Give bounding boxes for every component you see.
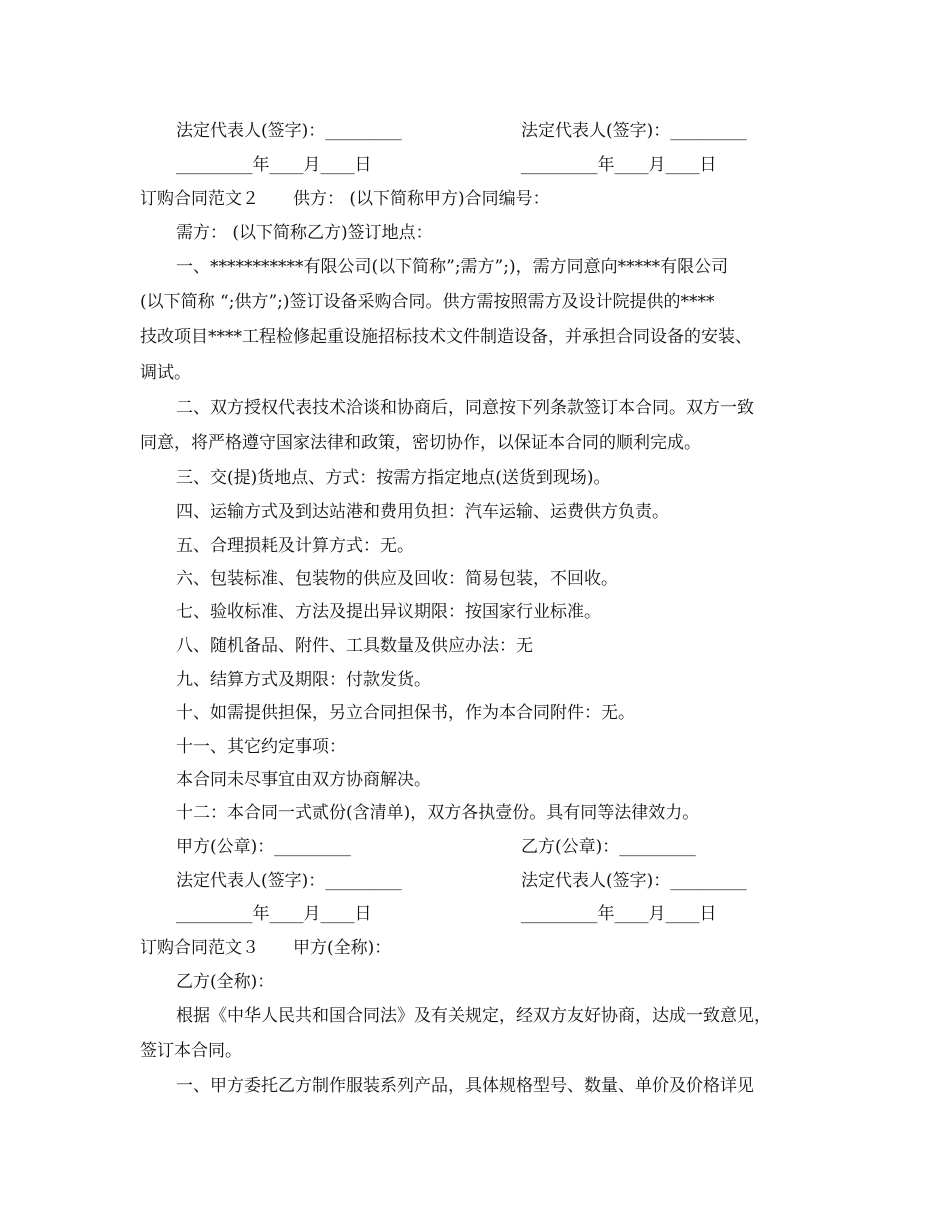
contract2-clause: 七、验收标准、方法及提出异议期限：按国家行业标准。: [176, 602, 601, 622]
contract3-heading: [140, 937, 391, 959]
contract2-clause: 八、随机备品、附件、工具数量及供应办法：无: [176, 636, 533, 656]
right-date-line: _________年____月____日: [521, 155, 717, 175]
left-date-line: _________年____月____日: [176, 904, 372, 924]
party-b-seal: 乙方(公章)：_________: [521, 837, 696, 857]
right-date-line: _________年____月____日: [521, 904, 717, 924]
left-representative-signature: 法定代表人(签字)：_________: [176, 871, 402, 891]
contract2-clause: 本合同未尽事宜由双方协商解决。: [176, 770, 431, 790]
contract3-p1-line: 签订本合同。: [140, 1041, 242, 1061]
contract2-clause: 四、运输方式及到达站港和费用负担：汽车运输、运费供方负责。: [176, 502, 669, 522]
left-representative-signature: 法定代表人(签字)：_________: [176, 121, 402, 141]
contract3-p1-line: 根据《中华人民共和国合同法》及有关规定，经双方友好协商，达成一致意见，: [176, 1006, 771, 1026]
left-date-line: _________年____月____日: [176, 155, 372, 175]
contract2-clause: 五、合理损耗及计算方式：无。: [176, 536, 414, 556]
contract2-p2-line: 二、双方授权代表技术洽谈和协商后，同意按下列条款签订本合同。双方一致: [176, 398, 754, 418]
contract2-clause: 九、结算方式及期限：付款发货。: [176, 670, 431, 690]
contract2-clause: 六、包装标准、包装物的供应及回收：简易包装，不回收。: [176, 569, 618, 589]
contract2-supplier: 供方： (以下简称甲方)合同编号：: [293, 189, 550, 209]
contract2-p1-line: 一、***********有限公司(以下简称”;需方”;)，需方同意向*****有限公司: [176, 257, 729, 277]
contract2-clause: 三、交(提)货地点、方式：按需方指定地点(送货到现场)。: [176, 468, 611, 488]
contract3-p2-line: 一、甲方委托乙方制作服装系列产品，具体规格型号、数量、单价及价格详见: [176, 1076, 754, 1096]
right-representative-signature: 法定代表人(签字)：_________: [521, 121, 747, 141]
contract3-party-a: 甲方(全称)：: [293, 938, 392, 958]
contract2-p1-line: (以下简称 “;供方”;)签订设备采购合同。供方需按照需方及设计院提供的****: [140, 292, 715, 312]
contract3-party-b: 乙方(全称)：: [176, 972, 275, 992]
right-representative-signature: 法定代表人(签字)：_________: [521, 871, 747, 891]
contract2-buyer: 需方： (以下简称乙方)签订地点：: [176, 223, 433, 243]
contract2-clause: 十、如需提供担保，另立合同担保书，作为本合同附件：无。: [176, 703, 635, 723]
contract2-p1-line: 调试。: [140, 363, 191, 383]
contract2-clause: 十二：本合同一式贰份(含清单)，双方各执壹份。具有同等法律效力。: [176, 803, 700, 823]
contract2-clause: 十一、其它约定事项：: [176, 737, 346, 757]
contract2-p1-line: 技改项目****工程检修起重设施招标技术文件制造设备，并承担合同设备的安装、: [140, 327, 752, 347]
contract2-p2-line: 同意，将严格遵守国家法律和政策，密切协作，以保证本合同的顺利完成。: [140, 433, 701, 453]
contract3-title: 订购合同范文３: [140, 938, 259, 958]
contract2-title: 订购合同范文２: [140, 189, 259, 209]
party-a-seal: 甲方(公章)：_________: [176, 837, 351, 857]
contract2-heading: [140, 188, 550, 210]
